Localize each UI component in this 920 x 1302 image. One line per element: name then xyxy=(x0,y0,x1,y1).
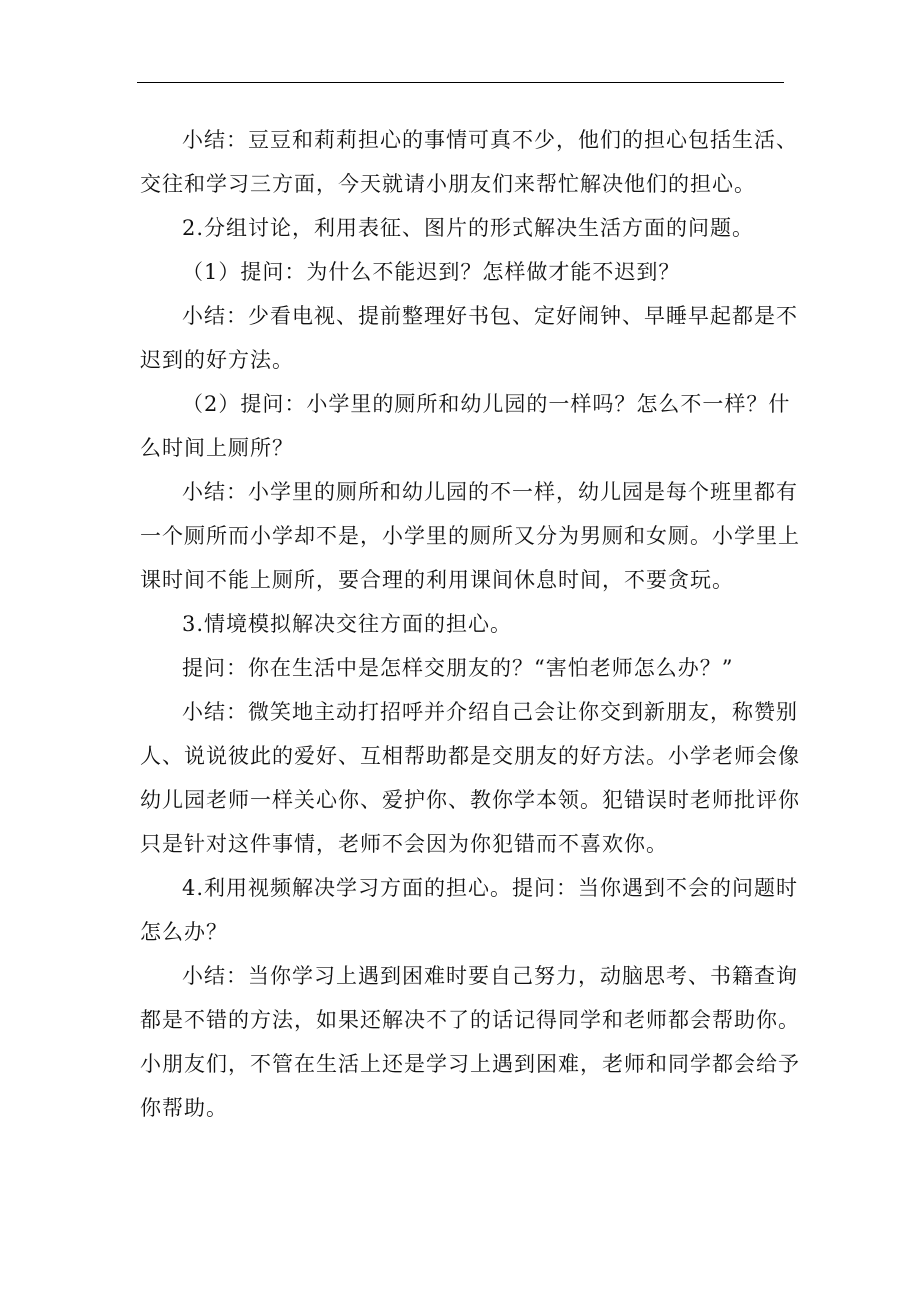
paragraph-question-late: （1）提问：为什么不能迟到？怎样做才能不迟到？ xyxy=(182,260,681,284)
document-body xyxy=(140,118,800,1130)
header-rule xyxy=(137,82,784,83)
paragraph-summary-toilet: 小结：小学里的厕所和幼儿园的不一样，幼儿园是每个班里都有 一个厕所而小学却不是，小学里的厕所又分为男厕和女厕。小学里上 课时间不能上厕所，要合理的利用课间休息时间，不要贪玩。 xyxy=(140,480,800,592)
paragraph-summary-late: 小结：少看电视、提前整理好书包、定好闹钟、早睡早起都是不 迟到的好方法。 xyxy=(140,304,798,372)
paragraph-group-discussion: 2.分组讨论，利用表征、图片的形式解决生活方面的问题。 xyxy=(182,216,755,240)
paragraph-scenario-social: 3.情境模拟解决交往方面的担心。 xyxy=(182,612,513,636)
paragraph-video-learning: 4.利用视频解决学习方面的担心。提问：当你遇到不会的问题时 怎么办？ xyxy=(140,876,799,944)
paragraph-question-friends: 提问：你在生活中是怎样交朋友的？“害怕老师怎么办？” xyxy=(182,656,734,680)
paragraph-question-toilet: （2）提问：小学里的厕所和幼儿园的一样吗？怎么不一样？什 么时间上厕所？ xyxy=(140,392,791,460)
paragraph-summary-learning: 小结：当你学习上遇到困难时要自己努力，动脑思考、书籍查询 都是不错的方法，如果还解决不了的话记得同学和老师都会帮助你。 小朋友们，不管在生活上还是学习上遇到困难，老师和同学都会给予 你帮助。 xyxy=(140,964,800,1120)
paragraph-summary-friends: 小结：微笑地主动打招呼并介绍自己会让你交到新朋友，称赞别 人、说说彼此的爱好、互相帮助都是交朋友的好方法。小学老师会像 幼儿园老师一样关心你、爱护你、教你学本领。犯错误时老师批评你 只是针对这件事情，老师不会因为你犯错而不喜欢你。 xyxy=(140,700,800,856)
paragraph-summary-worries: 小结：豆豆和莉莉担心的事情可真不少，他们的担心包括生活、 交往和学习三方面，今天就请小朋友们来帮忙解决他们的担心。 xyxy=(140,128,798,196)
